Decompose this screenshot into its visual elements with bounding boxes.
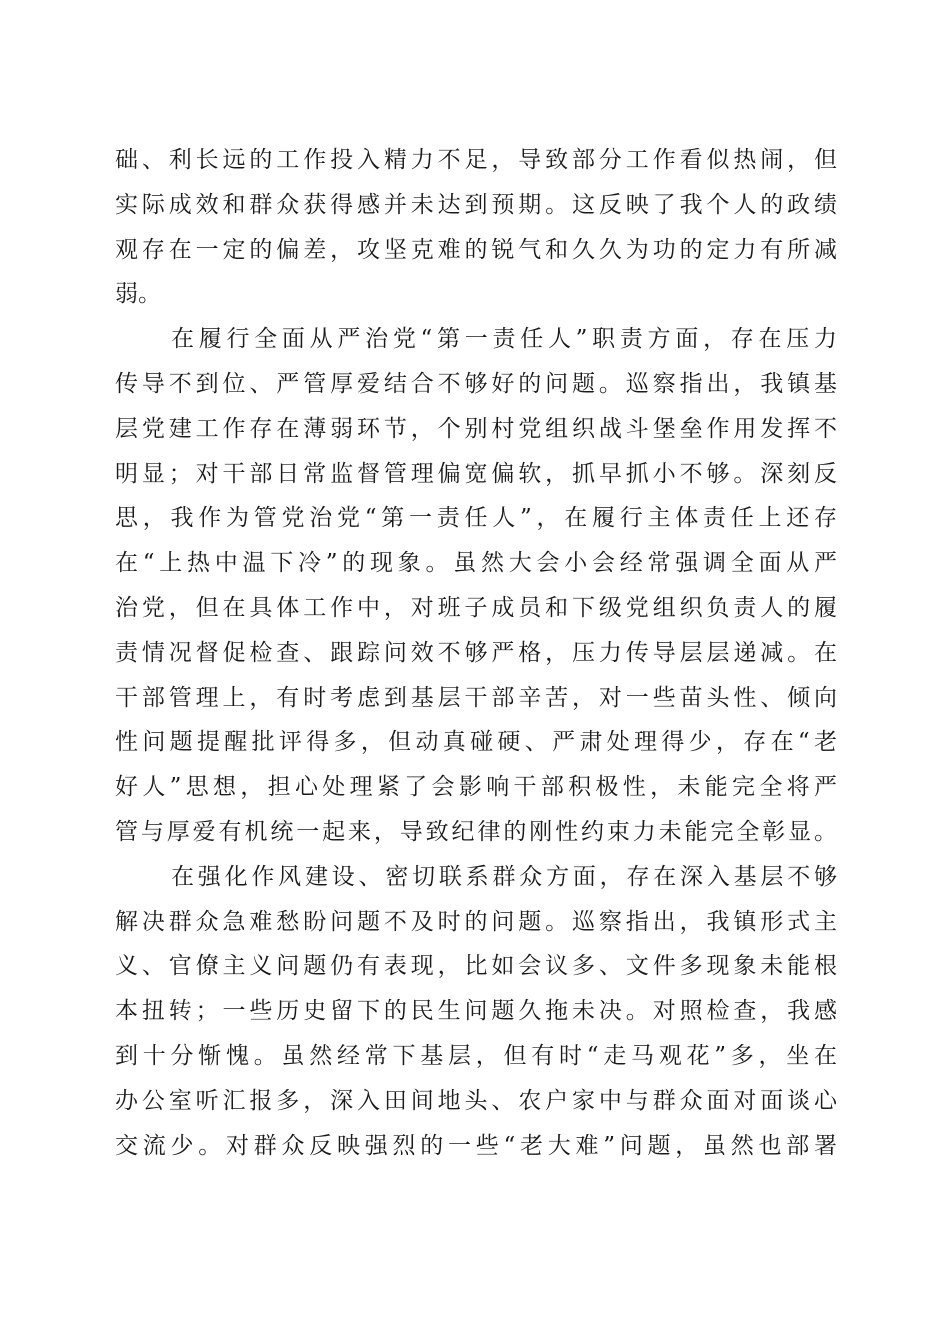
text-line: 解决群众急难愁盼问题不及时的问题。巡察指出，我镇形式主 (115, 908, 837, 935)
text-line: 本扭转；一些历史留下的民生问题久拖未决。对照检查，我感 (115, 998, 837, 1025)
text-line: 责情况督促检查、跟踪问效不够严格，压力传导层层递减。在 (115, 639, 837, 666)
text-line: 明显；对干部日常监督管理偏宽偏软，抓早抓小不够。深刻反 (115, 460, 837, 487)
document-page (115, 138, 837, 1168)
text-line: 在“上热中温下冷”的现象。虽然大会小会经常强调全面从严 (115, 550, 837, 577)
text-line: 义、官僚主义问题仍有表现，比如会议多、文件多现象未能根 (115, 953, 837, 980)
text-line: 办公室听汇报多，深入田间地头、农户家中与群众面对面谈心 (115, 1087, 837, 1114)
text-line: 传导不到位、严管厚爱结合不够好的问题。巡察指出，我镇基 (115, 370, 837, 397)
text-line: 观存在一定的偏差，攻坚克难的锐气和久久为功的定力有所减 (115, 236, 837, 263)
paragraph (115, 317, 837, 855)
text-line: 好人”思想，担心处理紧了会影响干部积极性，未能完全将严 (115, 774, 837, 801)
text-line: 管与厚爱有机统一起来，导致纪律的刚性约束力未能完全彰显。 (115, 818, 837, 845)
paragraph (115, 855, 837, 1169)
text-line: 治党，但在具体工作中，对班子成员和下级党组织负责人的履 (115, 594, 837, 621)
text-line: 在强化作风建设、密切联系群众方面，存在深入基层不够 (171, 863, 837, 890)
text-line: 弱。 (115, 281, 161, 308)
text-line: 思，我作为管党治党“第一责任人”，在履行主体责任上还存 (115, 505, 837, 532)
text-line: 干部管理上，有时考虑到基层干部辛苦，对一些苗头性、倾向 (115, 684, 837, 711)
text-line: 实际成效和群众获得感并未达到预期。这反映了我个人的政绩 (115, 191, 837, 218)
text-line: 到十分惭愧。虽然经常下基层，但有时“走马观花”多，坐在 (115, 1042, 837, 1069)
text-line: 交流少。对群众反映强烈的一些“老大难”问题，虽然也部署 (115, 1132, 837, 1159)
paragraph (115, 138, 837, 317)
text-line: 性问题提醒批评得多，但动真碰硬、严肃处理得少，存在“老 (115, 729, 837, 756)
text-line: 层党建工作存在薄弱环节，个别村党组织战斗堡垒作用发挥不 (115, 415, 837, 442)
text-line: 在履行全面从严治党“第一责任人”职责方面，存在压力 (171, 326, 837, 353)
text-line: 础、利长远的工作投入精力不足，导致部分工作看似热闹，但 (115, 147, 837, 173)
